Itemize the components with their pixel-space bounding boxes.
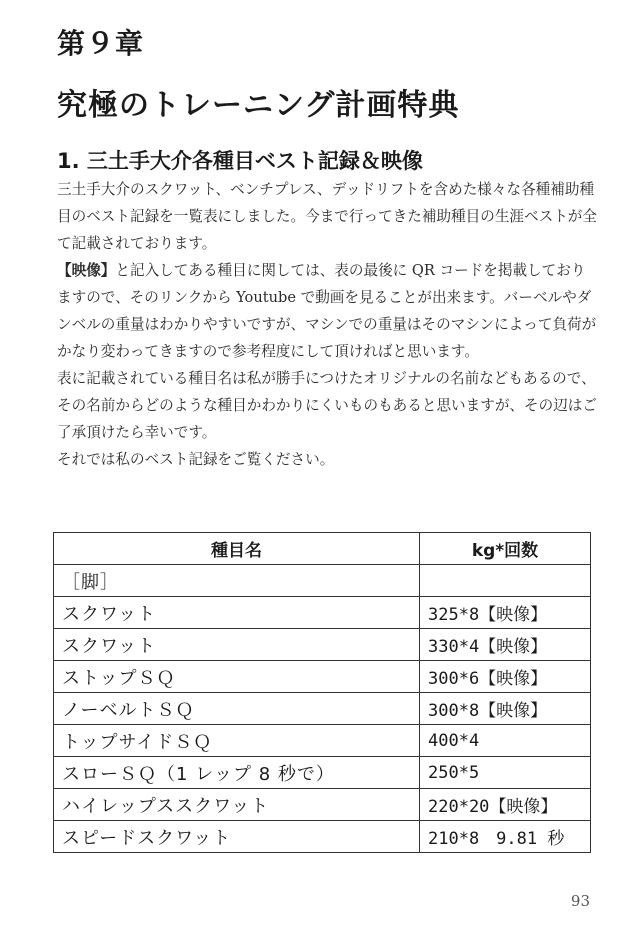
page-number: 93 — [570, 892, 590, 910]
exercise-cell: スクワット — [54, 597, 420, 629]
chapter-title: 究極のトレーニング計画特典 — [57, 88, 460, 123]
record-cell: 400*4 — [420, 725, 591, 757]
record-cell — [420, 565, 591, 597]
body-text — [57, 176, 597, 473]
record-cell: 330*4【映像】 — [420, 629, 591, 661]
table-row — [54, 693, 591, 725]
table-row — [54, 565, 591, 597]
table-row — [54, 725, 591, 757]
video-tag: 【映像】 — [57, 262, 116, 279]
exercise-cell: ノーベルトＳＱ — [54, 693, 420, 725]
exercise-cell: スクワット — [54, 629, 420, 661]
chapter-heading: 第９章 — [57, 27, 145, 60]
table-header-row — [54, 533, 591, 565]
table-row — [54, 661, 591, 693]
header-exercise: 種目名 — [54, 533, 420, 565]
record-cell: 250*5 — [420, 757, 591, 789]
exercise-cell: トップサイドＳＱ — [54, 725, 420, 757]
table-row — [54, 629, 591, 661]
paragraph-video-text: と記入してある種目に関しては、表の最後に QR コードを掲載しておりますので、そのリンクから Youtube で動画を見ることが出来ます。バーベルやダンベルの重量はわかりやすいですが、マシンでの重量はそのマシンによって負荷がかなり変わってきますので参考程度にして頂ければと思います。 — [57, 262, 597, 360]
record-cell: 220*20【映像】 — [420, 789, 591, 821]
table-row — [54, 757, 591, 789]
table-row — [54, 789, 591, 821]
record-cell: 300*8【映像】 — [420, 693, 591, 725]
table-row — [54, 821, 591, 853]
exercise-cell: スローＳＱ（1 レップ 8 秒で） — [54, 757, 420, 789]
header-weight-reps: kg*回数 — [420, 533, 591, 565]
record-cell: 210*8 9.81 秒 — [420, 821, 591, 853]
table-row — [54, 597, 591, 629]
exercise-cell: ストップＳＱ — [54, 661, 420, 693]
section-heading: 1. 三土手大介各種目ベスト記録＆映像 — [57, 149, 423, 173]
record-cell: 325*8【映像】 — [420, 597, 591, 629]
exercise-cell: ［脚］ — [54, 565, 420, 597]
paragraph-video-note — [57, 257, 597, 365]
record-cell: 300*6【映像】 — [420, 661, 591, 693]
paragraph-intro: 三土手大介のスクワット、ベンチプレス、デッドリフトを含めた様々な各種補助種目のベスト記録を一覧表にしました。今まで行ってきた補助種目の生涯ベストが全て記載されております。 — [57, 181, 597, 252]
best-records-table — [53, 532, 591, 853]
paragraph-naming-note: 表に記載されている種目名は私が勝手につけたオリジナルの名前などもあるので、その名前からどのような種目かわかりにくいものもあると思いますが、その辺はご了承頂けたら幸いです。 — [57, 370, 597, 441]
exercise-cell: スピードスクワット — [54, 821, 420, 853]
paragraph-closing: それでは私のベスト記録をご覧ください。 — [57, 451, 335, 468]
exercise-cell: ハイレップススクワット — [54, 789, 420, 821]
